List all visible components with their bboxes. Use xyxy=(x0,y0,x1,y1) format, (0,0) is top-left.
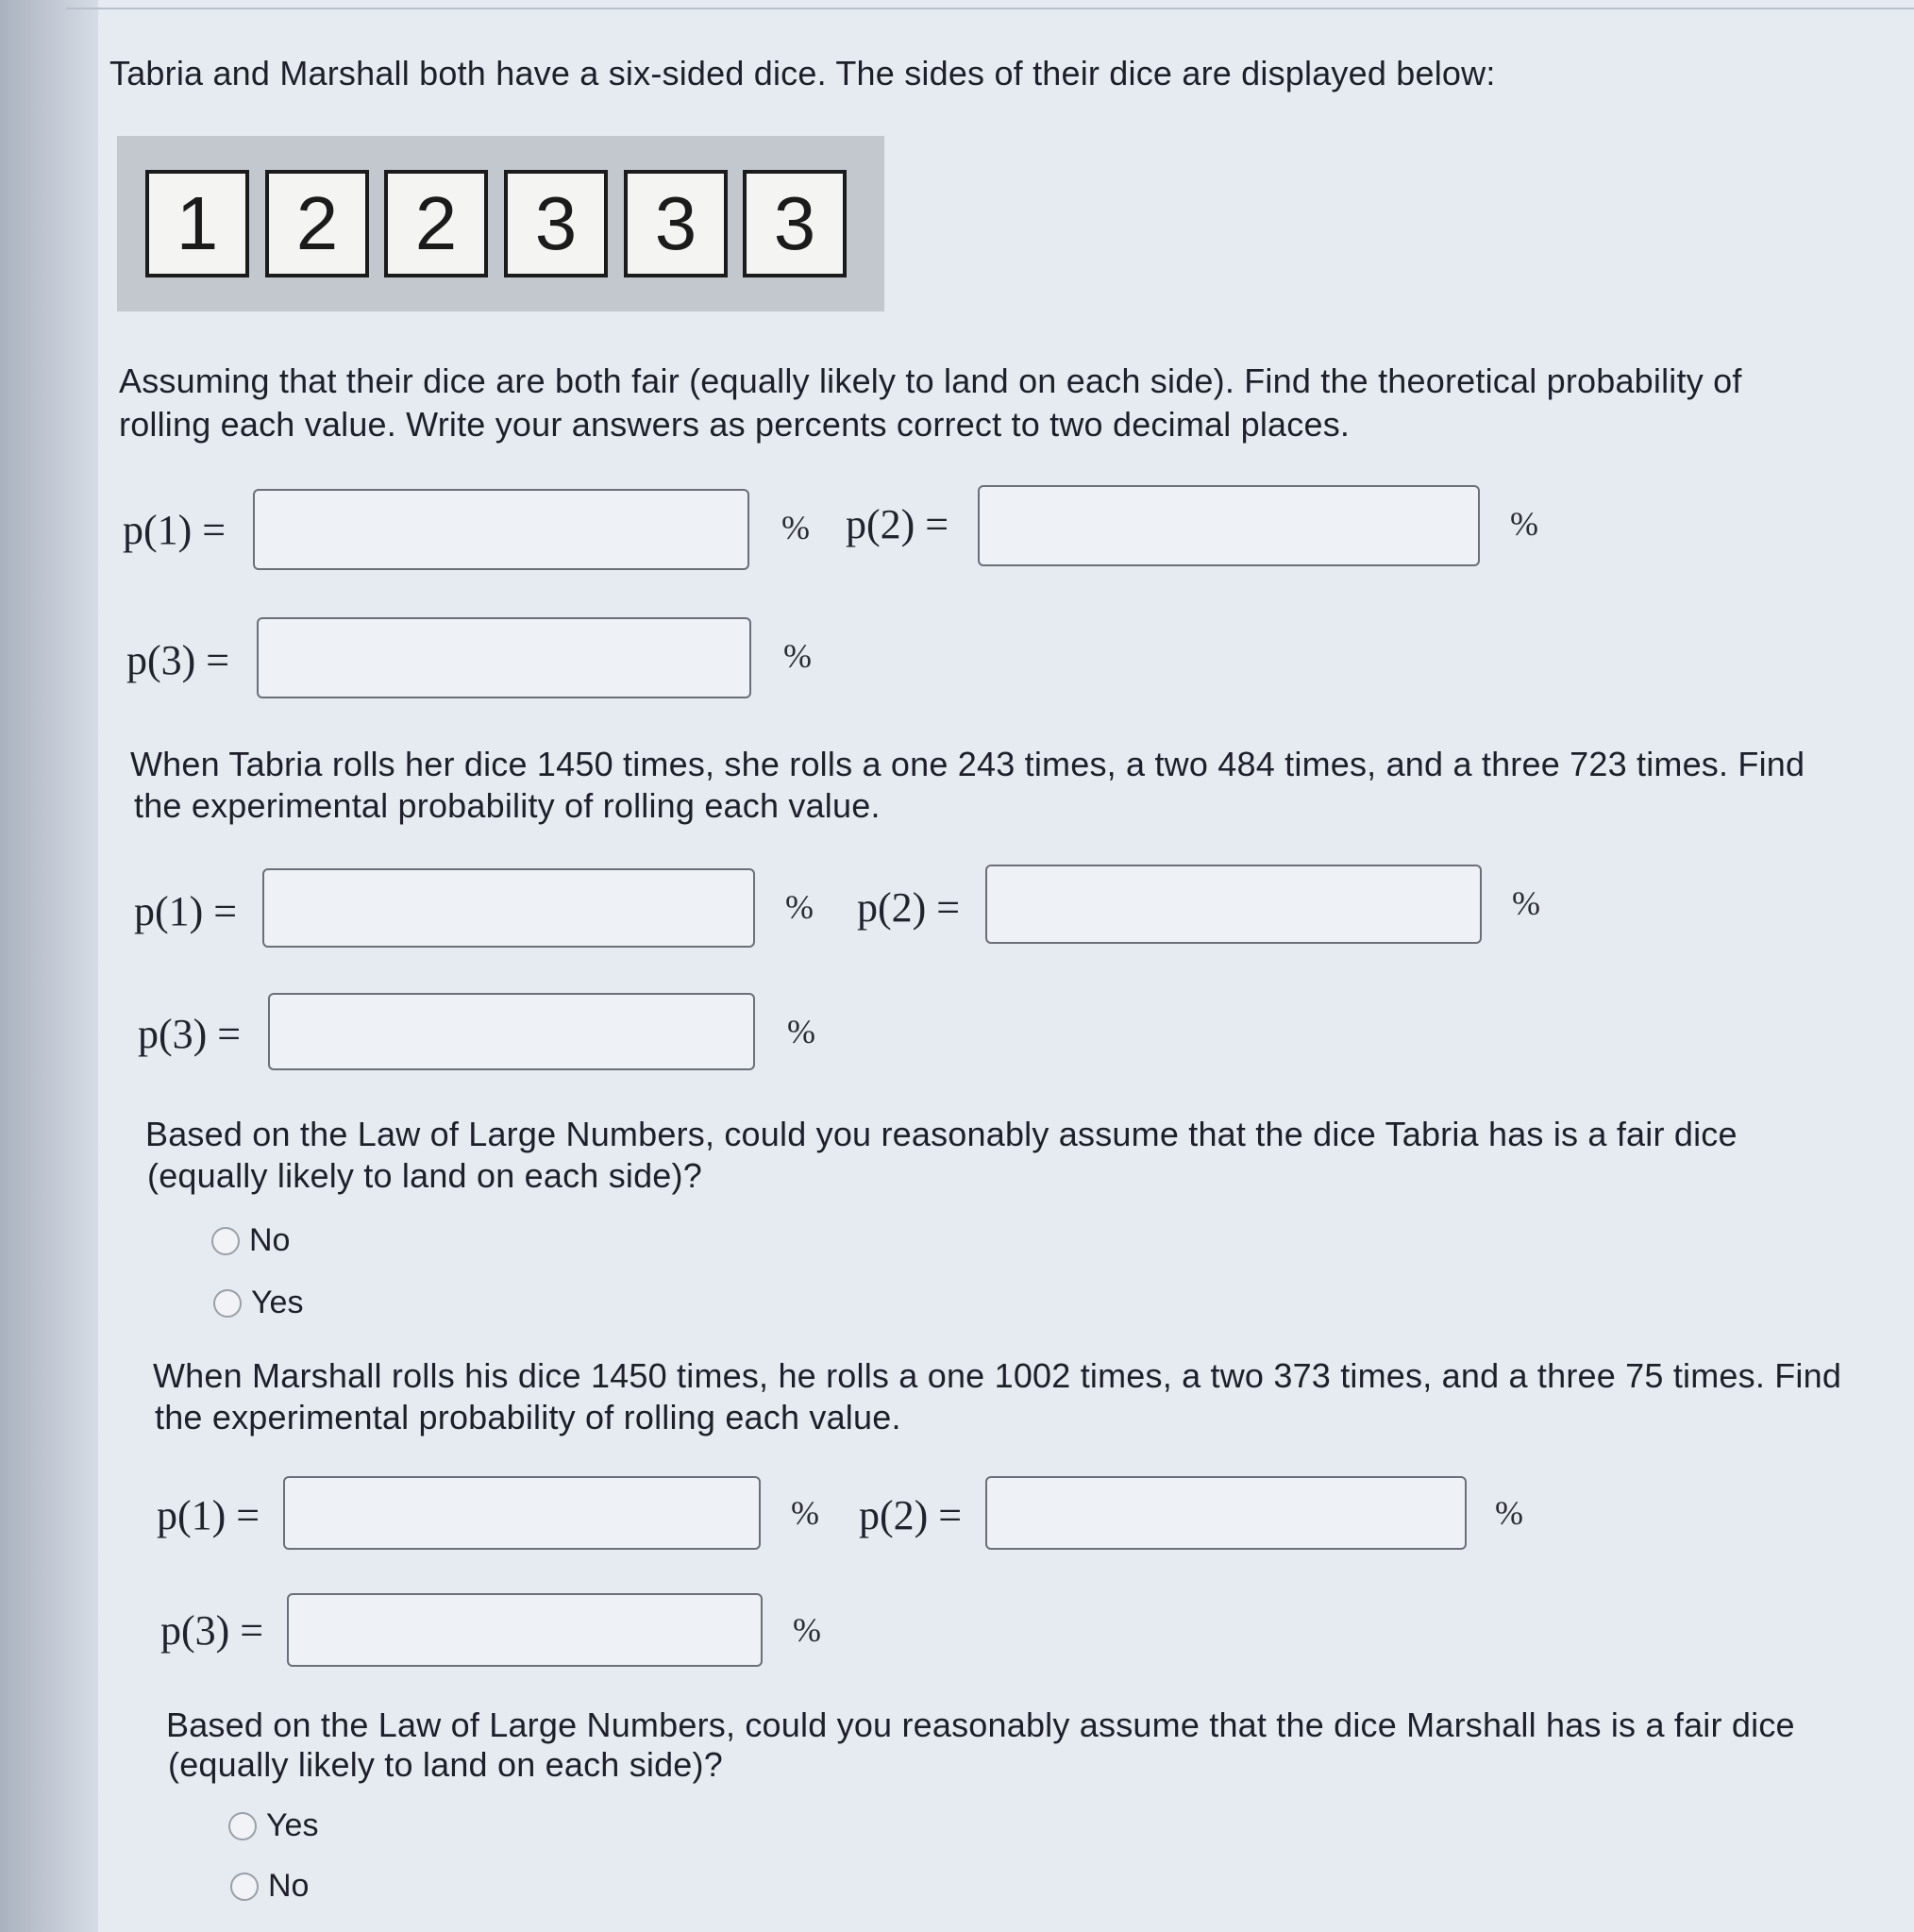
tabria-p3-input[interactable] xyxy=(268,993,755,1070)
theoretical-p3-percent: % xyxy=(783,637,812,675)
tabria-lln-line2: (equally likely to land on each side)? xyxy=(147,1156,702,1195)
marshall-p2-percent: % xyxy=(1495,1494,1523,1532)
marshall-prompt-line1: When Marshall rolls his dice 1450 times, he rolls a one 1002 times, a two 373 times, and a three 75 times. Find xyxy=(153,1356,1842,1395)
marshall-radio-yes[interactable] xyxy=(228,1812,257,1840)
theoretical-p1-input[interactable] xyxy=(253,489,749,570)
tabria-radio-no[interactable] xyxy=(211,1227,240,1255)
marshall-p3-input[interactable] xyxy=(287,1593,763,1667)
die-face-5: 3 xyxy=(624,170,728,277)
tabria-lln-line1: Based on the Law of Large Numbers, could you reasonably assume that the dice Tabria has is a fair dice xyxy=(145,1115,1738,1153)
marshall-option-yes-label: Yes xyxy=(266,1807,319,1843)
marshall-radio-no[interactable] xyxy=(230,1873,259,1901)
die-face-3: 2 xyxy=(384,170,488,277)
theoretical-p2-label: p(2) = xyxy=(846,501,949,547)
theoretical-p3-input[interactable] xyxy=(257,617,751,698)
theoretical-p2-input[interactable] xyxy=(978,485,1480,566)
tabria-p1-label: p(1) = xyxy=(134,888,238,934)
tabria-prompt-line2: the experimental probability of rolling each value. xyxy=(134,786,881,825)
theoretical-p2-percent: % xyxy=(1510,505,1538,543)
marshall-lln-line1: Based on the Law of Large Numbers, could you reasonably assume that the dice Marshall has is a fair dice xyxy=(166,1705,1795,1744)
screen-bezel xyxy=(0,0,98,1932)
marshall-p2-input[interactable] xyxy=(985,1476,1467,1550)
theoretical-prompt-line2: rolling each value. Write your answers as percents correct to two decimal places. xyxy=(119,405,1351,444)
tabria-p3-label: p(3) = xyxy=(138,1011,242,1057)
tabria-p2-percent: % xyxy=(1512,884,1540,922)
die-face-6: 3 xyxy=(743,170,847,277)
tabria-p1-percent: % xyxy=(785,888,814,926)
die-face-4: 3 xyxy=(504,170,608,277)
marshall-p1-input[interactable] xyxy=(283,1476,761,1550)
theoretical-prompt-line1: Assuming that their dice are both fair (equally likely to land on each side). Find the theoretical probability of xyxy=(119,361,1742,400)
tabria-p3-percent: % xyxy=(787,1013,815,1050)
marshall-p3-label: p(3) = xyxy=(160,1607,264,1654)
tabria-p2-input[interactable] xyxy=(985,865,1482,944)
theoretical-p3-label: p(3) = xyxy=(126,637,230,683)
marshall-p1-label: p(1) = xyxy=(157,1492,260,1538)
marshall-p1-percent: % xyxy=(791,1494,819,1532)
dice-faces-strip xyxy=(117,136,884,311)
top-divider xyxy=(66,8,1914,9)
die-face-1: 1 xyxy=(145,170,249,277)
die-face-2: 2 xyxy=(265,170,369,277)
tabria-option-no-label: No xyxy=(249,1222,291,1258)
marshall-prompt-line2: the experimental probability of rolling each value. xyxy=(155,1398,901,1436)
theoretical-p1-label: p(1) = xyxy=(123,507,227,553)
tabria-radio-yes[interactable] xyxy=(213,1289,242,1318)
theoretical-p1-percent: % xyxy=(781,509,810,546)
marshall-p3-percent: % xyxy=(793,1611,821,1649)
marshall-option-no-label: No xyxy=(268,1868,310,1904)
tabria-option-yes-label: Yes xyxy=(251,1285,304,1320)
tabria-prompt-line1: When Tabria rolls her dice 1450 times, she rolls a one 243 times, a two 484 times, and a three 723 times. Find xyxy=(130,745,1805,783)
tabria-p1-input[interactable] xyxy=(262,868,755,948)
marshall-lln-line2: (equally likely to land on each side)? xyxy=(168,1745,723,1784)
intro-text: Tabria and Marshall both have a six-sided dice. The sides of their dice are displayed below: xyxy=(109,54,1496,92)
tabria-p2-label: p(2) = xyxy=(857,884,961,931)
marshall-p2-label: p(2) = xyxy=(859,1492,963,1538)
